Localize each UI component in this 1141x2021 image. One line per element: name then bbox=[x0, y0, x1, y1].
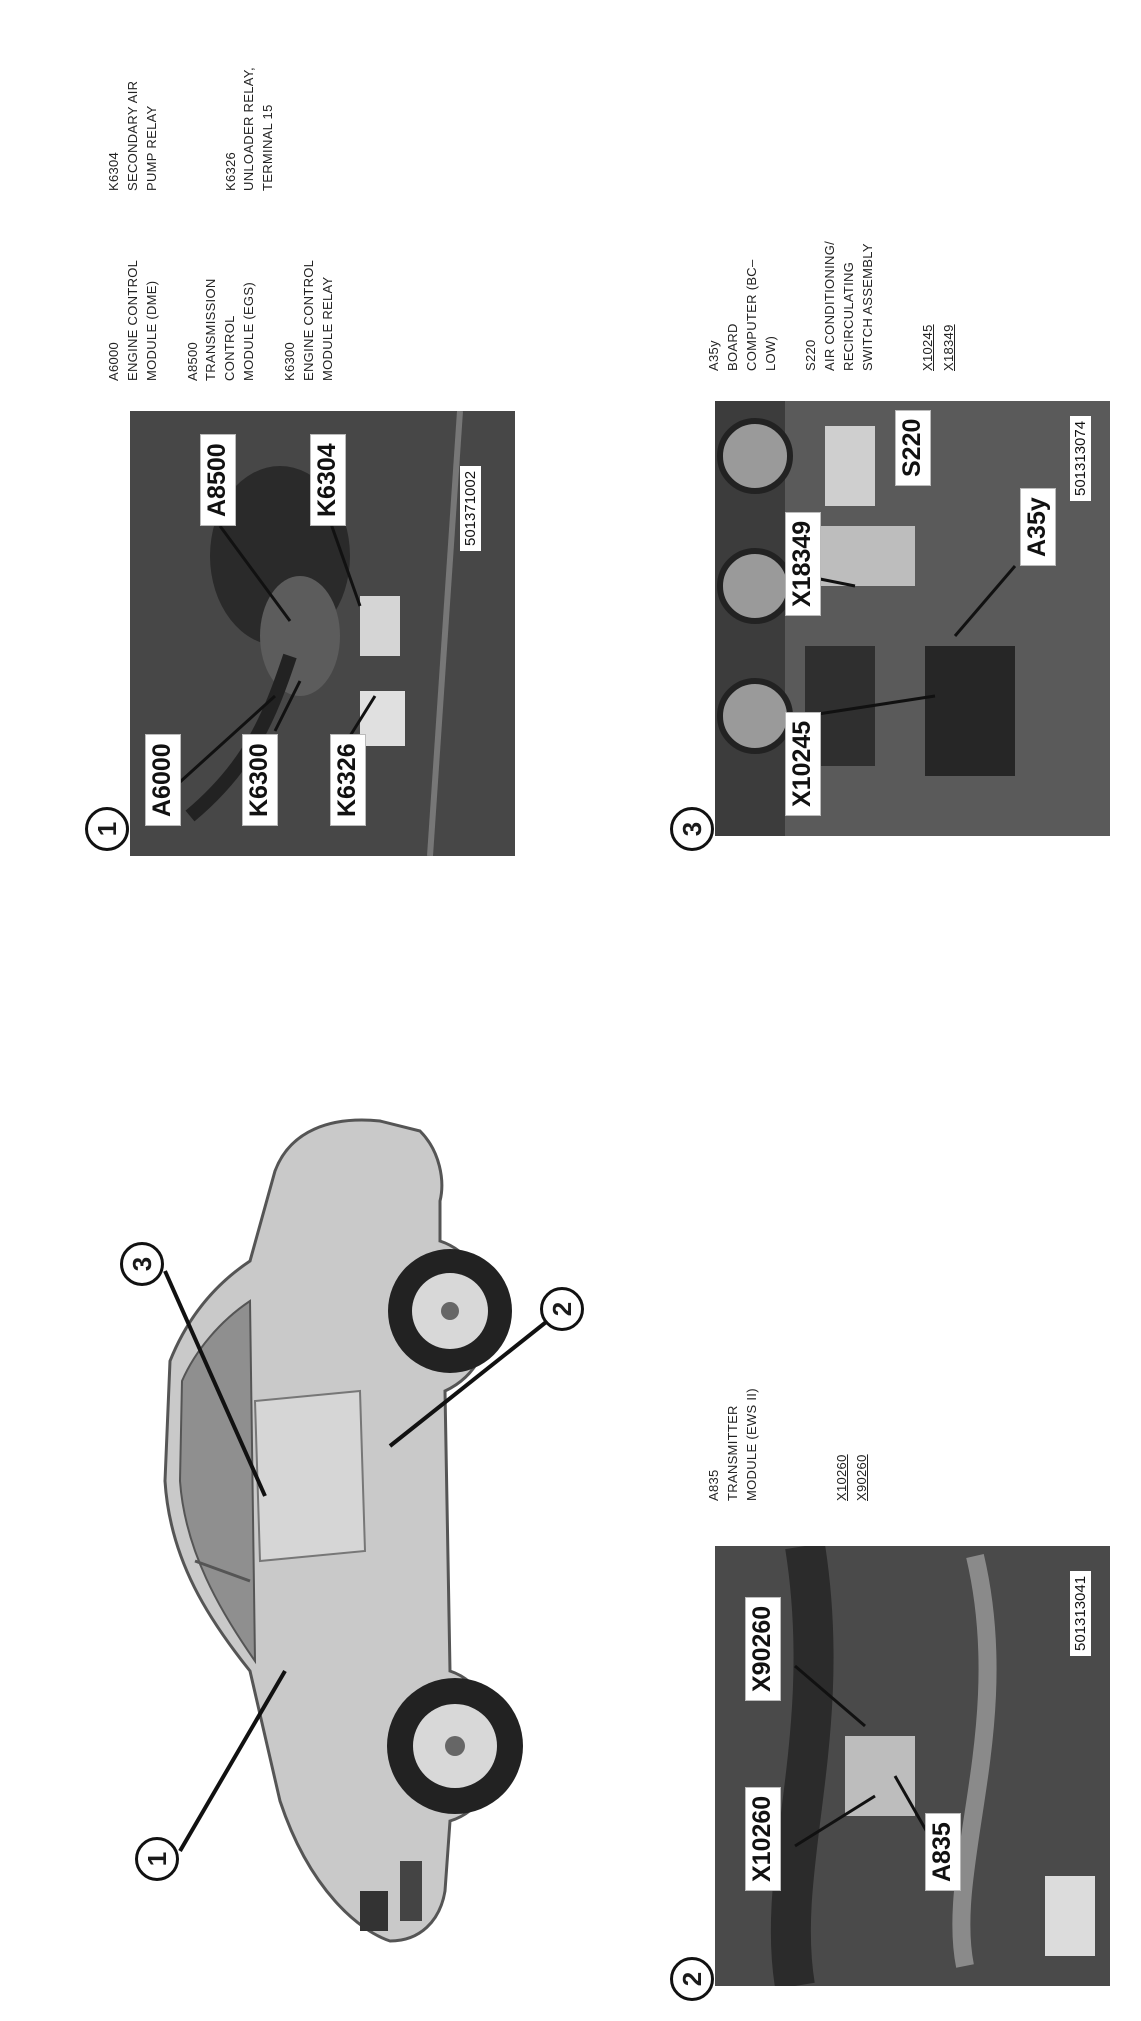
label-x10245: X10245 bbox=[785, 712, 821, 816]
connector-list bbox=[832, 1301, 874, 1501]
legend-line: PUMP RELAY bbox=[143, 105, 159, 191]
label-k6326: K6326 bbox=[330, 734, 366, 826]
car-callout-2: 2 bbox=[540, 1287, 584, 1331]
legend-code: K6300 bbox=[281, 341, 297, 381]
legend-line: SWITCH ASSEMBLY bbox=[859, 243, 875, 371]
legend-code: K6326 bbox=[222, 151, 238, 191]
legend-line: MODULE (EGS) bbox=[241, 282, 257, 381]
panel-2-number: 2 bbox=[670, 1957, 714, 2001]
legend-line: TERMINAL 15 bbox=[260, 104, 276, 191]
panel-3-legend bbox=[705, 151, 959, 371]
legend-code: A835 bbox=[706, 1469, 721, 1501]
legend-line: LOW) bbox=[762, 335, 778, 371]
panel-1-photo-code: 501371002 bbox=[460, 466, 481, 551]
legend-line: MODULE (DME) bbox=[143, 280, 159, 381]
panel-3-number: 3 bbox=[670, 807, 714, 851]
legend-entry bbox=[705, 151, 780, 371]
connector-ref: X10245 bbox=[919, 324, 935, 371]
panel-1-legend bbox=[105, 211, 359, 381]
legend-line: TRANSMISSION bbox=[203, 278, 219, 381]
legend-line: ENGINE CONTROL bbox=[124, 259, 140, 381]
car-callout-3: 3 bbox=[120, 1242, 164, 1286]
legend-line: SECONDARY AIR bbox=[124, 80, 140, 191]
legend-line: ENGINE CONTROL bbox=[300, 259, 316, 381]
panel-1-photo bbox=[130, 411, 515, 856]
legend-code: S220 bbox=[803, 339, 819, 371]
legend-line: RECIRCULATING bbox=[841, 261, 857, 371]
label-a6000: A6000 bbox=[145, 734, 181, 826]
label-a35y: A35y bbox=[1020, 488, 1056, 566]
legend-code: K6304 bbox=[106, 151, 121, 191]
legend-code: A6000 bbox=[106, 341, 121, 381]
connector-ref: X90260 bbox=[854, 1454, 870, 1501]
label-x10260: X10260 bbox=[745, 1787, 781, 1891]
label-x90260: X90260 bbox=[745, 1597, 781, 1701]
legend-line: TRANSMITTER bbox=[724, 1405, 740, 1501]
legend-entry bbox=[281, 211, 338, 381]
label-s220: S220 bbox=[895, 410, 931, 486]
legend-entry bbox=[802, 151, 877, 371]
legend-line: UNLOADER RELAY, bbox=[241, 67, 257, 191]
legend-line: BOARD bbox=[724, 323, 740, 371]
panel-2-photo-code: 501313041 bbox=[1070, 1571, 1091, 1656]
legend-line: CONTROL bbox=[222, 315, 238, 381]
panel-2-photo bbox=[715, 1546, 1110, 1986]
legend-code: A8500 bbox=[184, 341, 200, 381]
legend-entry bbox=[222, 11, 279, 191]
panel-2-legend bbox=[705, 1301, 873, 1501]
legend-line: MODULE RELAY bbox=[319, 276, 335, 381]
panel-3-photo bbox=[715, 401, 1110, 836]
legend-entry bbox=[184, 211, 259, 381]
legend-code: A35y bbox=[706, 340, 721, 371]
legend-entry bbox=[105, 211, 162, 381]
legend-line: COMPUTER (BC– bbox=[743, 259, 759, 371]
panel-1-legend-right bbox=[105, 11, 300, 191]
connector-list bbox=[918, 151, 960, 371]
connector-ref: X10260 bbox=[833, 1454, 849, 1501]
label-a835: A835 bbox=[925, 1813, 961, 1891]
legend-entry bbox=[105, 11, 162, 191]
legend-line: AIR CONDITIONING/ bbox=[822, 240, 838, 371]
panel-1-number: 1 bbox=[85, 807, 129, 851]
connector-ref: X18349 bbox=[940, 324, 956, 371]
label-k6300: K6300 bbox=[242, 734, 278, 826]
car-callout-1: 1 bbox=[135, 1837, 179, 1881]
panel-3-photo-code: 501313074 bbox=[1070, 416, 1091, 501]
legend-line: MODULE (EWS II) bbox=[743, 1388, 759, 1501]
legend-entry bbox=[705, 1301, 762, 1501]
label-x18349: X18349 bbox=[785, 512, 821, 616]
label-a8500: A8500 bbox=[200, 434, 236, 526]
label-k6304: K6304 bbox=[310, 434, 346, 526]
